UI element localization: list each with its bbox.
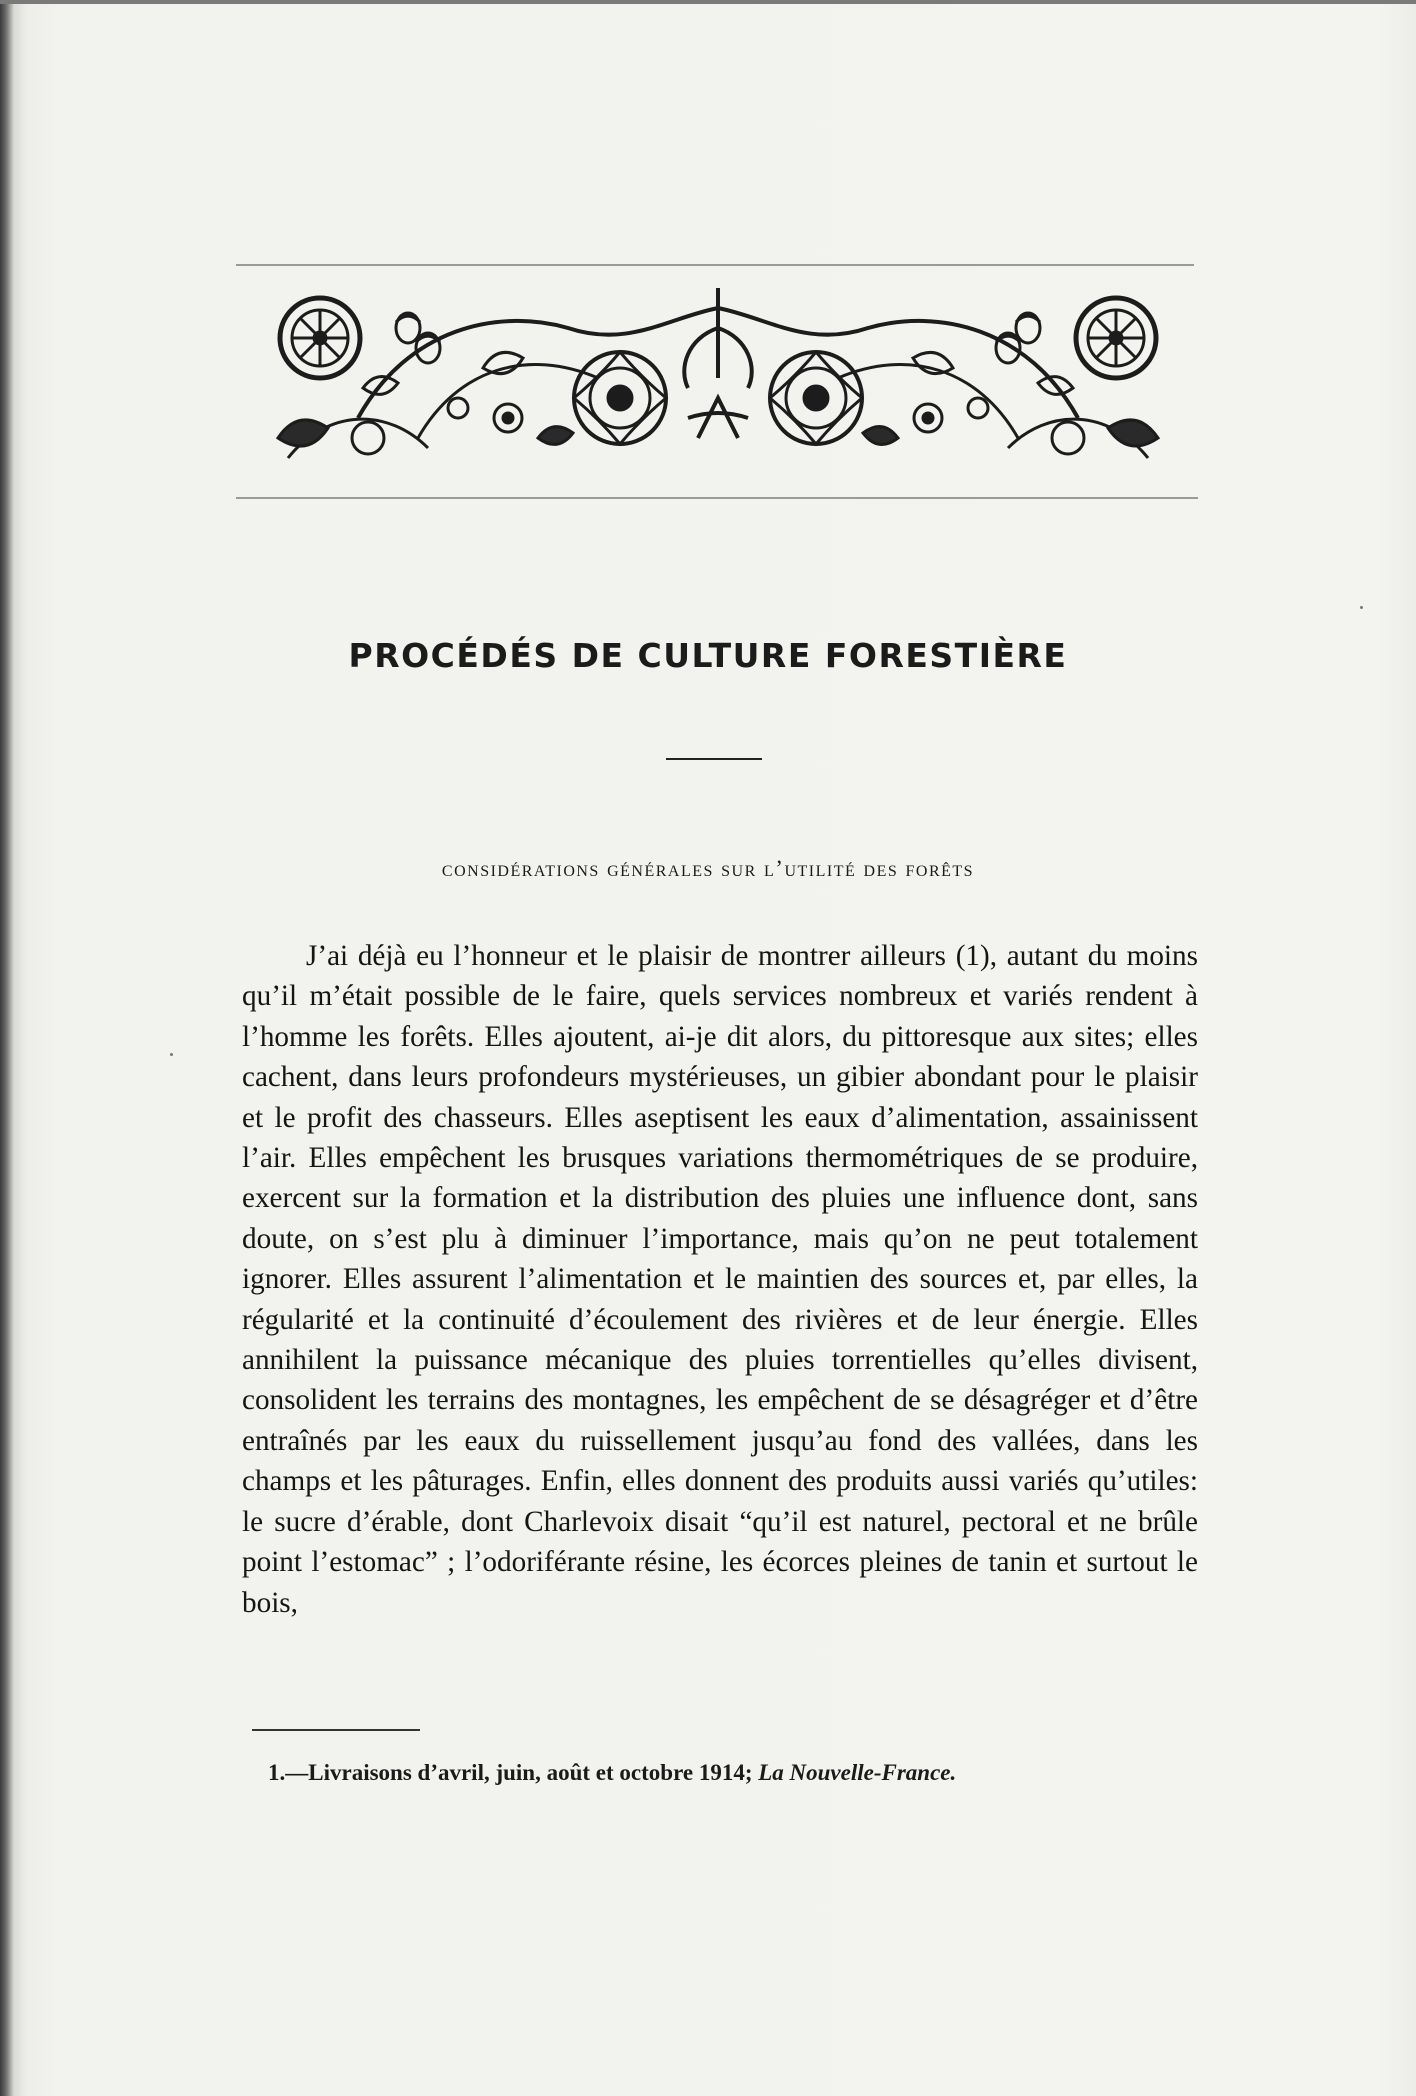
central-fleur [684, 288, 752, 438]
ornament-bottom-rule [236, 497, 1198, 499]
scan-speck [170, 1053, 173, 1056]
paragraph: J’ai déjà eu l’honneur et le plaisir de montrer ailleurs (1), autant du moins qu’il m’était possible de le faire, quels services nombreux et variés rendent à l’homme les forêts. Elles ajoutent, ai-je dit alors, du pittoresque aux sites; elles cachent, dans leurs profondeurs mystérieuses, un gibier abondant pour le plaisir et le profit des chasseurs. Elles aseptisent les eaux d’alimentation, assainissent l’air. Elles empêchent les brusques variations thermométriques de se produire, exercent sur la formation et la distribution des pluies une influence dont, sans doute, on s’est plu à diminuer l’importance, mais qu’on ne peut totalement ignorer. Elles assurent l’alimentation et le maintien des sources et, par elles, la régularité et la continuité d’écoulement des rivières et de leur énergie. Elles annihilent la puissance mécanique des pluies torrentielles qu’elles divisent, consolident les terrains des montagnes, les empêchent de se désagréger et d’être entraînés par les eaux du ruissellement jusqu’au fond des vallées, dans les champs et les pâturages. Enfin, elles donnent des produits aussi variés qu’utiles: le sucre d’érable, dont Charlevoix disait “qu’il est naturel, pectoral et ne brûle point l’estomac” ; l’odoriférante résine, les écorces pleines de tanin et surtout le bois, [242, 940, 1198, 1619]
footnote [268, 1760, 1168, 1786]
floral-ornament-headpiece [268, 288, 1168, 478]
footnote-text: 1.—Livraisons d’avril, juin, août et octobre 1914; [268, 1760, 759, 1785]
body-text [242, 936, 1198, 1623]
title-separator [666, 758, 762, 760]
section-heading: considérations générales sur l’utilité des forêts [441, 856, 975, 881]
article-title: PROCÉDÉS DE CULTURE FORESTIÈRE [348, 636, 1068, 675]
scan-edge [0, 0, 1416, 4]
ornament-top-rule [236, 264, 1194, 266]
rose-right [770, 352, 862, 444]
scan-speck [1360, 606, 1363, 609]
gear-wheel-left [280, 298, 360, 378]
footnote-source: La Nouvelle-France. [758, 1760, 957, 1785]
acorns-right [996, 313, 1040, 363]
gear-wheel-right [1076, 298, 1156, 378]
footnote-rule [252, 1729, 420, 1731]
acorns-left [396, 313, 440, 363]
rose-left [574, 352, 666, 444]
